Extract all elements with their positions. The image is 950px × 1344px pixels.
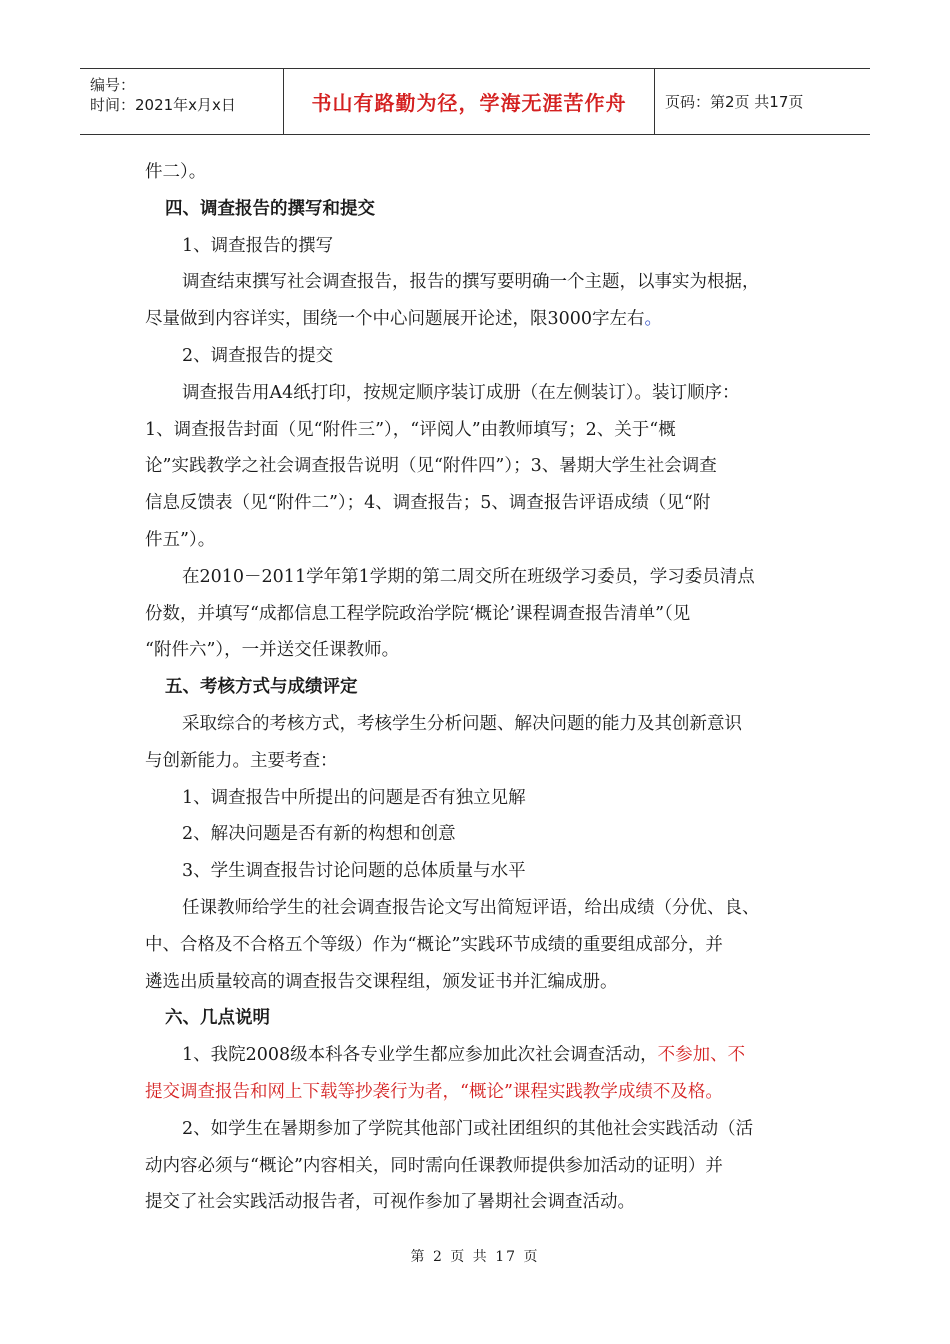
paragraph-line: 份数，并填写“成都信息工程学院政治学院‘概论’课程调查报告清单”（见 bbox=[145, 603, 691, 624]
subsection-heading: 2、调查报告的提交 bbox=[182, 345, 334, 366]
section-heading: 五、考核方式与成绩评定 bbox=[165, 677, 358, 698]
paragraph-line: 1、调查报告封面（见“附件三”），“评阅人”由教师填写；2、关于“概 bbox=[145, 419, 676, 440]
header-page-cell bbox=[655, 69, 870, 134]
paragraph-line: 2、如学生在暑期参加了学院其他部门或社团组织的其他社会实践活动（活 bbox=[182, 1118, 754, 1139]
page-footer: 第 2 页 共 17 页 bbox=[410, 1249, 540, 1265]
paragraph-line: “附件六”），一并送交任课教师。 bbox=[145, 640, 400, 661]
header-motto-cell bbox=[283, 69, 655, 134]
paragraph-text: 尽量做到内容详实，围绕一个中心问题展开论述，限3000字左右 bbox=[145, 309, 645, 330]
paragraph-line: 在2010－2011学年第1学期的第二周交所在班级学习委员，学习委员清点 bbox=[182, 566, 755, 587]
document-header bbox=[80, 68, 870, 135]
header-motto: 书山有路勤为径，学海无涯苦作舟 bbox=[311, 91, 627, 115]
paragraph-line: 信息反馈表（见“附件二”）；4、调查报告；5、调查报告评语成绩（见“附 bbox=[145, 493, 711, 514]
paragraph-line: 遴选出质量较高的调查报告交课程组，颁发证书并汇编成册。 bbox=[145, 971, 618, 992]
paragraph-line: 提交了社会实践活动报告者，可视作参加了暑期社会调查活动。 bbox=[145, 1192, 635, 1213]
paragraph-line: 件五”）。 bbox=[145, 529, 216, 550]
paragraph-line: 调查结束撰写社会调查报告，报告的撰写要明确一个主题，以事实为根据， bbox=[182, 272, 760, 293]
list-item: 1、调查报告中所提出的问题是否有独立见解 bbox=[182, 787, 526, 808]
document-time-label: 时间：2021年x月x日 bbox=[90, 96, 236, 114]
header-page-number: 页码：第2页 共17页 bbox=[665, 93, 804, 111]
paragraph-line: 任课教师给学生的社会调查报告论文写出简短评语，给出成绩（分优、良、 bbox=[182, 897, 760, 918]
paragraph-line: 中、合格及不合格五个等级）作为“概论”实践环节成绩的重要组成部分，并 bbox=[145, 934, 723, 955]
paragraph-line: 动内容必须与“概论”内容相关，同时需向任课教师提供参加活动的证明）并 bbox=[145, 1155, 723, 1176]
paragraph-line: 论”实践教学之社会调查报告说明（见“附件四”）；3、暑期大学生社会调查 bbox=[145, 456, 717, 477]
document-number-label: 编号： bbox=[90, 76, 136, 94]
paragraph-line bbox=[145, 301, 815, 338]
paragraph-line: 与创新能力。主要考查： bbox=[145, 750, 338, 771]
paragraph-text: 1、我院2008级本科各专业学生都应参加此次社会调查活动， bbox=[182, 1045, 658, 1066]
section-heading: 六、几点说明 bbox=[165, 1008, 270, 1029]
paragraph-period: 。 bbox=[644, 309, 663, 330]
document-body bbox=[145, 154, 815, 1221]
paragraph-line: 件二）。 bbox=[145, 162, 207, 182]
paragraph-line: 调查报告用A4纸打印，按规定顺序装订成册（在左侧装订）。装订顺序： bbox=[182, 382, 740, 403]
subsection-heading: 1、调查报告的撰写 bbox=[182, 235, 334, 256]
list-item: 2、解决问题是否有新的构想和创意 bbox=[182, 824, 456, 845]
paragraph-line bbox=[145, 1037, 815, 1074]
warning-line: 提交调查报告和网上下载等抄袭行为者，“概论”课程实践教学成绩不及格。 bbox=[145, 1081, 723, 1102]
list-item: 3、学生调查报告讨论问题的总体质量与水平 bbox=[182, 861, 526, 882]
paragraph-line: 采取综合的考核方式，考核学生分析问题、解决问题的能力及其创新意识 bbox=[182, 713, 742, 734]
header-meta bbox=[80, 69, 283, 134]
section-heading: 四、调查报告的撰写和提交 bbox=[165, 198, 375, 219]
warning-text: 不参加、不 bbox=[657, 1045, 746, 1066]
